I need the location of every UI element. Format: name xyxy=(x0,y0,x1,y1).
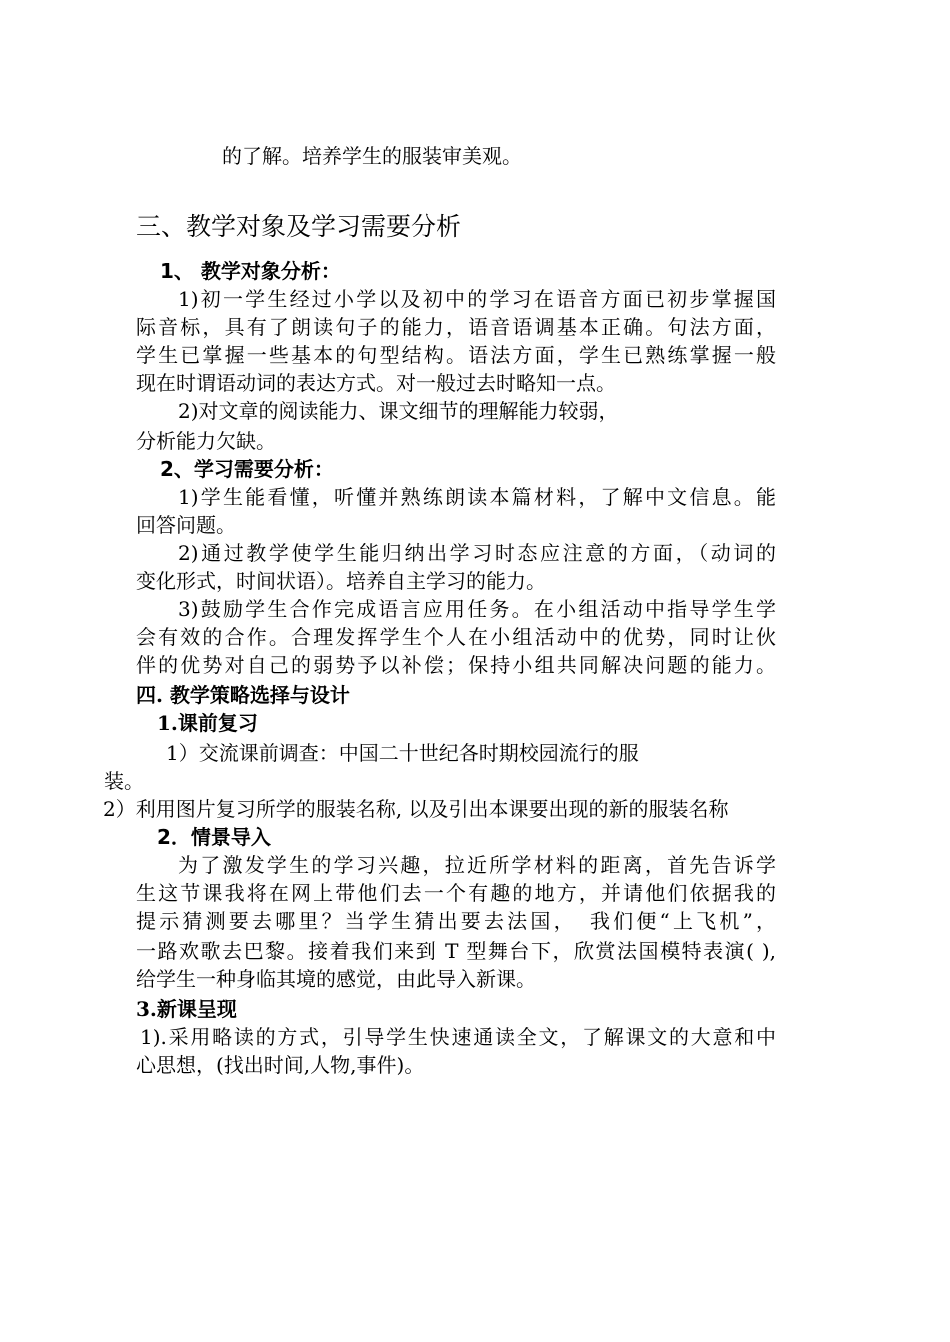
subsection-heading: 2、学习需要分析： xyxy=(160,457,334,481)
text-line: 心思想，(找出时间,人物,事件)。 xyxy=(136,1053,425,1077)
text-line: 变化形式，时间状语）。培养自主学习的能力。 xyxy=(136,569,546,593)
text-line: 1)学生能看懂，听懂并熟练朗读本篇材料，了解中文信息。能 xyxy=(178,485,776,509)
section-heading: 三、教学对象及学习需要分析 xyxy=(136,212,462,241)
text-line: 会有效的合作。合理发挥学生个人在小组活动中的优势，同时让伙 xyxy=(136,625,776,649)
text-line: 为了激发学生的学习兴趣，拉近所学材料的距离，首先告诉学 xyxy=(178,853,776,877)
text-line: 提示猜测要去哪里？当学生猜出要去法国， 我们便“上飞机”， xyxy=(136,909,776,933)
text-line: 1).采用略读的方式，引导学生快速通读全文，了解课文的大意和中 xyxy=(140,1025,776,1049)
subsection-heading: 2．情景导入 xyxy=(157,825,271,849)
subsection-heading: 1.课前复习 xyxy=(157,711,258,735)
text-line: 际音标，具有了朗读句子的能力，语音语调基本正确。句法方面， xyxy=(136,315,776,339)
subsection-heading: 1、 教学对象分析： xyxy=(160,259,341,283)
text-line: 分析能力欠缺。 xyxy=(136,429,276,453)
text-line: 装。 xyxy=(104,769,144,793)
text-line: 学生已掌握一些基本的句型结构。语法方面，学生已熟练掌握一般 xyxy=(136,343,776,367)
section-heading: 四. 教学策略选择与设计 xyxy=(136,683,350,707)
text-line: 的了解。培养学生的服装审美观。 xyxy=(222,144,522,168)
text-line: 2)对文章的阅读能力、课文细节的理解能力较弱， xyxy=(178,399,619,423)
text-line: 1)初一学生经过小学以及初中的学习在语音方面已初步掌握国 xyxy=(178,287,776,311)
text-line: 1）交流课前调查：中国二十世纪各时期校园流行的服 xyxy=(166,741,639,765)
text-line: 给学生一种身临其境的感觉，由此导入新课。 xyxy=(136,967,536,991)
text-line: 伴的优势对自己的弱势予以补偿；保持小组共同解决问题的能力。 xyxy=(136,653,776,677)
text-line: 2)通过教学使学生能归纳出学习时态应注意的方面，（动词的 xyxy=(178,541,776,565)
text-line: 回答问题。 xyxy=(136,513,236,537)
subsection-heading: 3.新课呈现 xyxy=(136,997,237,1021)
text-line: 一路欢歌去巴黎。接着我们来到 T 型舞台下，欣赏法国模特表演( ), xyxy=(136,939,776,963)
text-line: 生这节课我将在网上带他们去一个有趣的地方，并请他们依据我的 xyxy=(136,881,776,905)
text-line: 现在时谓语动词的表达方式。对一般过去时略知一点。 xyxy=(136,371,616,395)
text-line: 3)鼓励学生合作完成语言应用任务。在小组活动中指导学生学 xyxy=(178,597,776,621)
text-line: 2）利用图片复习所学的服装名称, 以及引出本课要出现的新的服装名称 xyxy=(103,797,729,821)
